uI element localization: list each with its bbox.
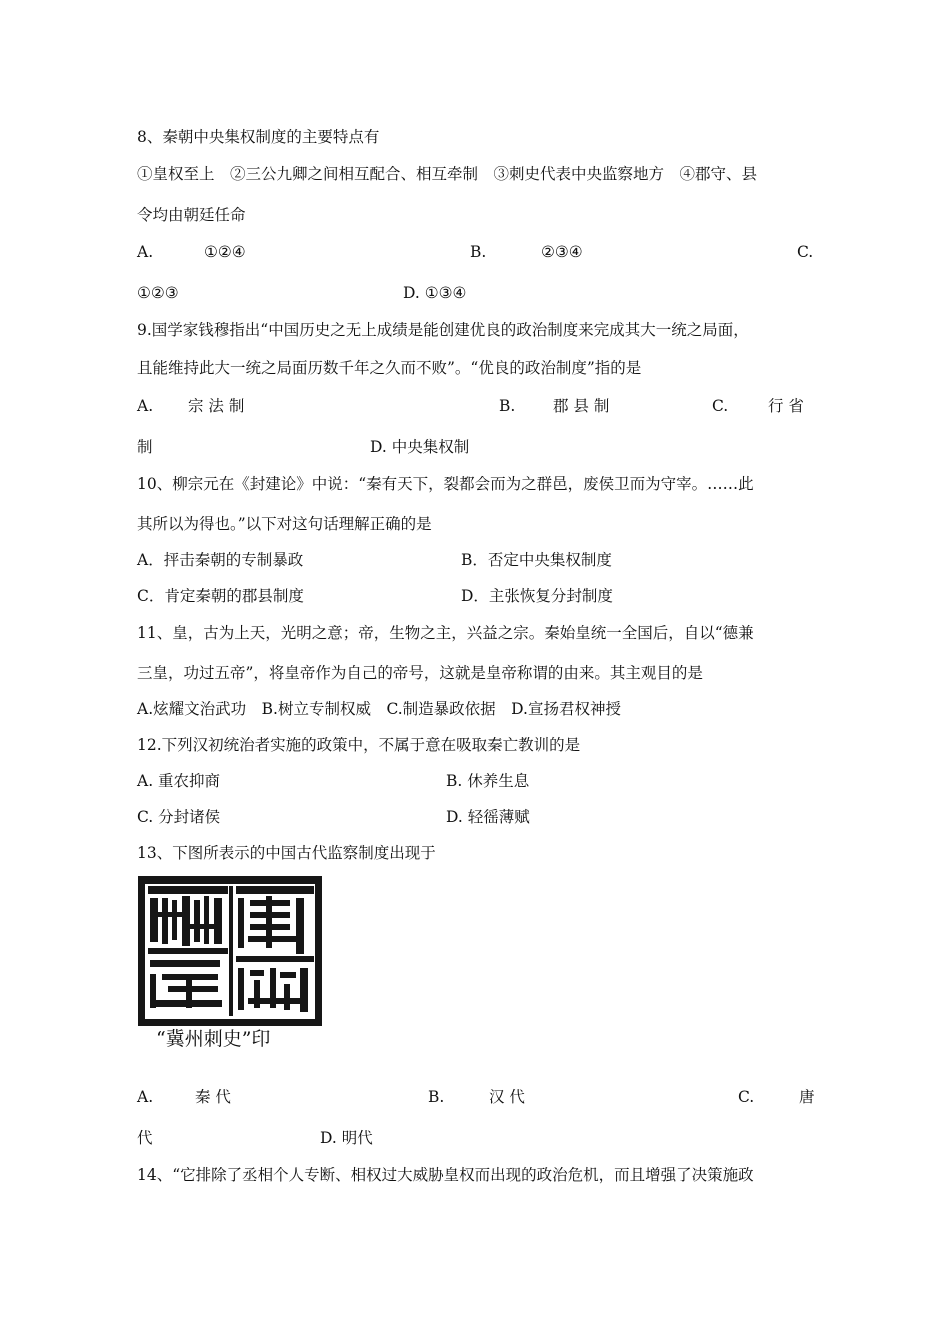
q13-option-a-label: A.	[137, 1088, 154, 1106]
q8-option-c-text: ①②③	[137, 284, 179, 302]
q8-option-a-label: A.	[137, 243, 154, 261]
q11-options: A.炫耀文治武功 B.树立专制权威 C.制造暴政依据 D.宣扬君权神授	[137, 700, 621, 718]
q8-option-a-text: ①②④	[204, 243, 246, 261]
q8-option-b-text: ②③④	[541, 243, 583, 261]
q14-line1: 14、“它排除了丞相个人专断、相权过大威胁皇权而出现的政治危机，而且增强了决策施政	[137, 1166, 754, 1184]
q12-option-b: B. 休养生息	[446, 772, 530, 790]
q13-option-c-label: C.	[738, 1088, 755, 1106]
q8-option-b-label: B.	[470, 243, 487, 261]
q9-option-b-text: 郡 县 制	[553, 397, 610, 415]
q8-items-line1: ①皇权至上 ②三公九卿之间相互配合、相互牵制 ③刺史代表中央监察地方 ④郡守、县	[137, 165, 758, 183]
q11-line2: 三皇，功过五帝”，将皇帝作为自己的帝号，这就是皇帝称谓的由来。其主观目的是	[137, 664, 703, 682]
q12-option-c: C. 分封诸侯	[137, 808, 221, 826]
q9-line2: 且能维持此大一统之局面历数千年之久而不败”。“优良的政治制度”指的是	[137, 359, 642, 377]
q13-option-d: D. 明代	[320, 1129, 373, 1147]
q9-option-a-label: A.	[137, 397, 154, 415]
q11-line1: 11、皇，古为上天，光明之意；帝，生物之主，兴益之宗。秦始皇统一全国后，自以“德兼	[137, 624, 754, 642]
q13-stem: 13、下图所表示的中国古代监察制度出现于	[137, 844, 436, 862]
q13-option-b-label: B.	[428, 1088, 445, 1106]
q10-line1: 10、柳宗元在《封建论》中说：“秦有天下，裂都会而为之群邑，废侯卫而为守宰。……此	[137, 475, 754, 493]
q9-option-a-text: 宗 法 制	[188, 397, 245, 415]
seal-caption: “冀州刺史”印	[156, 1028, 271, 1050]
q10-option-c: C．肯定秦朝的郡县制度	[137, 587, 304, 605]
q10-option-b: B．否定中央集权制度	[461, 551, 612, 569]
q9-line1: 9.国学家钱穆指出“中国历史之无上成绩是能创建优良的政治制度来完成其大一统之局面，	[137, 321, 749, 339]
q13-option-c-text: 唐	[799, 1088, 815, 1106]
q13-option-b-text: 汉 代	[489, 1088, 525, 1106]
q8-option-d: D. ①③④	[403, 284, 467, 302]
q10-option-d: D．主张恢复分封制度	[461, 587, 613, 605]
q13-option-a-text: 秦 代	[195, 1088, 231, 1106]
q12-stem: 12.下列汉初统治者实施的政策中，不属于意在吸取秦亡教训的是	[137, 736, 581, 754]
q13-option-c-text-cont: 代	[137, 1129, 153, 1147]
q8-items-line2: 令均由朝廷任命	[137, 206, 246, 224]
q9-option-b-label: B.	[499, 397, 516, 415]
q9-option-c-label: C.	[712, 397, 729, 415]
q10-option-a: A．抨击秦朝的专制暴政	[137, 551, 304, 569]
q12-option-a: A. 重农抑商	[137, 772, 221, 790]
q9-option-c-text-cont: 制	[137, 438, 153, 456]
q9-option-c-text: 行 省	[768, 397, 804, 415]
q8-stem: 8、秦朝中央集权制度的主要特点有	[137, 128, 380, 146]
q9-option-d: D. 中央集权制	[370, 438, 470, 456]
q12-option-d: D. 轻徭薄赋	[446, 808, 530, 826]
q8-option-c-label: C.	[797, 243, 814, 261]
seal-image	[138, 876, 322, 1026]
q10-line2: 其所以为得也。”以下对这句话理解正确的是	[137, 515, 432, 533]
